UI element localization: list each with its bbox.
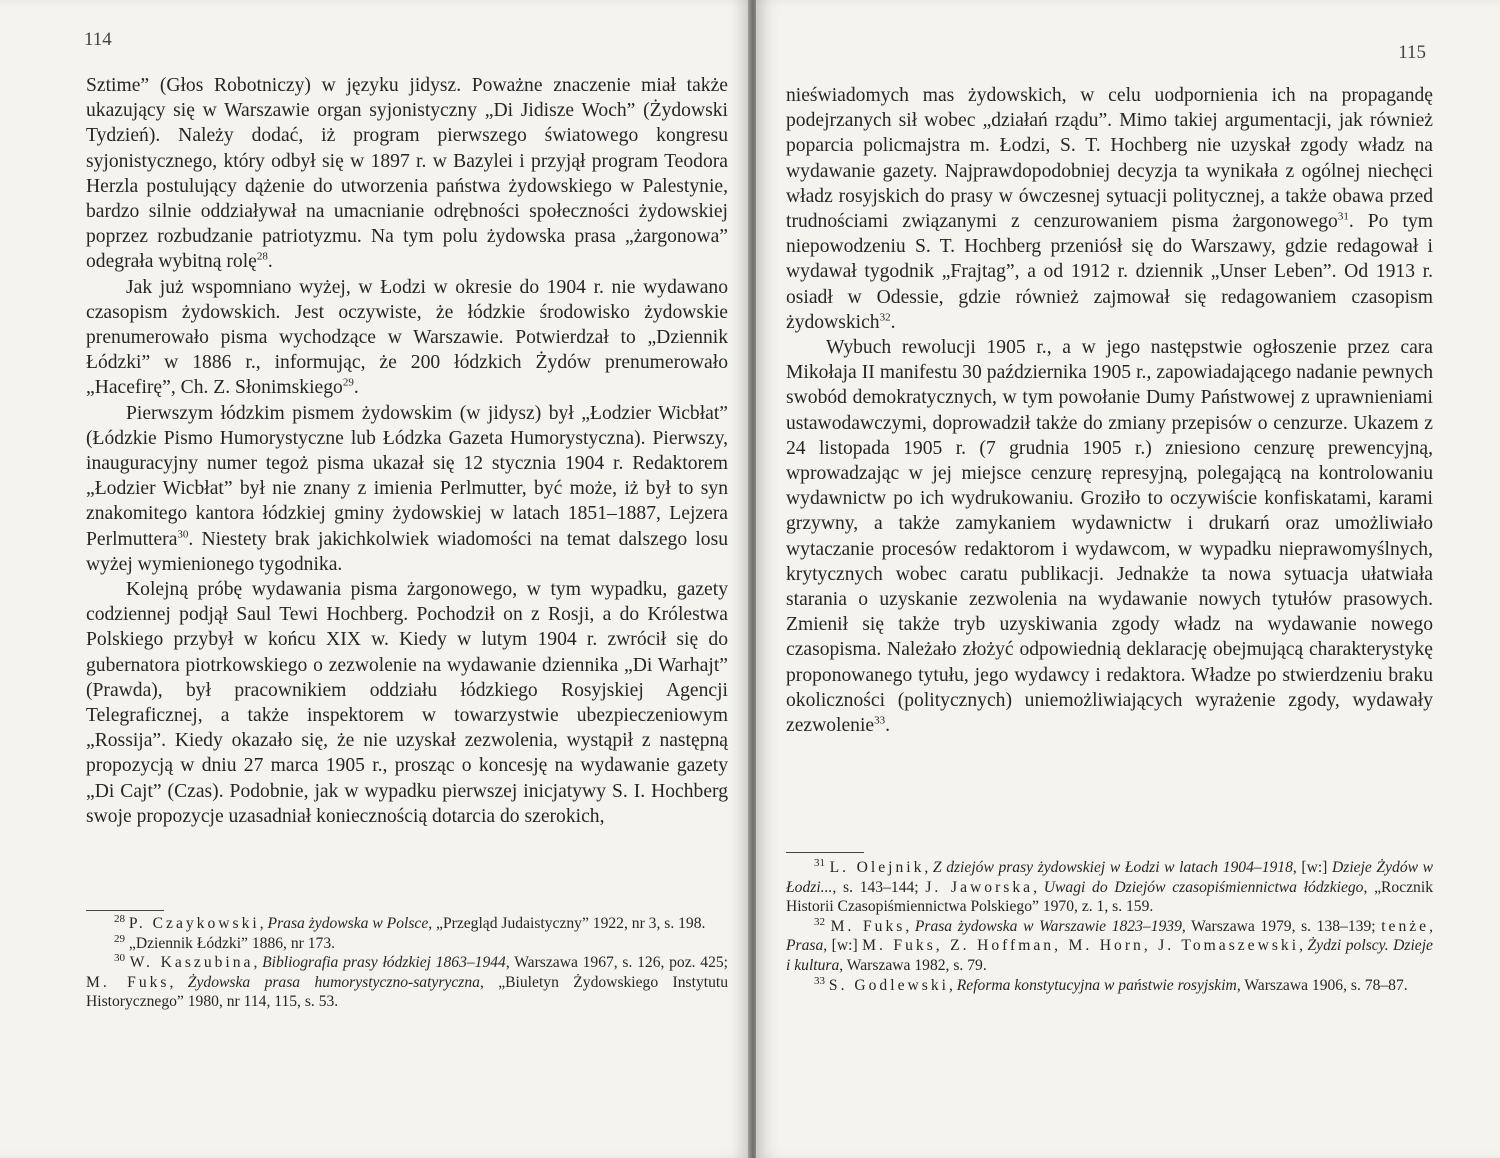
text-run: Kolejną próbę wydawania pisma żargonowego, w tym wypadku, gazety codziennej podjął Saul Tewi Hochberg. Pochodził on z Rosji, a do Królestwa Polskiego przybył w końcu XIX w. Kiedy w lutym 1904 r. zwrócił się do gubernatora piotrkowskiego o zezwolenie na wydawanie dziennika „Di Warhajt” (Prawda), był pracownikiem oddziału łódzkiego Rosyjskiej Agencji Telegraficznej, a także inspektorem w towarzystwie ubezpieczeniowym „Rossija”. Kiedy okazało się, że nie uzyskał zezwolenia, wystąpił z następną propozycją w dniu 27 marca 1905 r., prosząc o koncesję na wydawanie gazety „Di Cajt” (Czas). Podobnie, jak w wypadku pierwszej inicjatywy S. I. Hochberg swoje propozycje uzasadniał koniecznością dotarcia do szerokich, (86, 579, 728, 827)
text-run: , [w:] (823, 937, 863, 955)
main-text (86, 73, 728, 829)
paragraph (86, 401, 728, 577)
text-run: , (259, 915, 268, 932)
footnote-ref: 30 (114, 952, 125, 964)
paragraph (86, 577, 728, 829)
text-run: , Warszawa 1979, s. 138–139; (1181, 917, 1382, 935)
text-run: , (1299, 937, 1308, 955)
author-name: J. Jaworska (925, 878, 1034, 896)
footnote-ref: 31 (1337, 210, 1349, 223)
footnote (786, 858, 1433, 917)
footnote-ref: 29 (114, 932, 125, 945)
text-run: , „Biuletyn Żydowskiego Instytutu Historycznego” 1980, nr 114, 115, s. 53. (86, 973, 728, 1011)
italic-title: Z dziejów prasy żydowskiej w Łodzi w latach 1904–1918 (932, 859, 1293, 876)
footnote (786, 917, 1433, 976)
footnote (86, 953, 728, 1012)
footnote-ref: 33 (874, 714, 886, 727)
italic-title: Bibliografia prasy łódzkiej 1863–1944 (262, 954, 506, 972)
footnote-ref: 32 (879, 311, 891, 324)
footnote (86, 914, 728, 934)
text-run: . (353, 377, 359, 399)
text-run: Wybuch rewolucji 1905 r., a w jego następstwie ogłoszenie przez cara Mikołaja II manifestu 30 października 1905 r., zapowiadającego nadanie pewnych swobód demokratycznych, w tym powołanie Dumy Państwowej z uprawnieniami ustawodawczymi, doprowadził także do zmiany przepisów o cenzurze. Ukazem z 24 listopada 1905 r. (7 grudnia 1905 r.) zniesiono cenzurę prewencyjną, wprowadzając w jej miejsce cenzurę represyjną, polegającą na kontrolowaniu wydawnictw po ich wydrukowaniu. Groziło to oczywiście konfiskatami, karami grzywny, a także zamykaniem wydawnictw i drukarń oraz umożliwiało wytaczanie procesów redaktorom i wydawcom, w wypadku nieprawomyślnych, krytycznych wobec caratu publikacji. Jednakże ta nowa sytuacja ułatwiała starania o uzyskanie zezwolenia na wydawanie nowych tytułów prasowych. Zmienił się także tryb uzyskiwania zgody władz na wydawanie nowego czasopisma. Należało złożyć odpowiednią deklarację obejmującą charakterystykę proponowanego tytułu, jego wydawcy i redaktora. Władze po stwierdzeniu braku okoliczności (politycznych) uniemożliwiających wyrażenie zgody, wydawały zezwolenie (786, 337, 1433, 737)
text-run: , (905, 917, 915, 935)
footnote-ref: 29 (342, 376, 354, 389)
italic-title: Dzieje Żydów w Łodzi... (786, 859, 1434, 896)
author-name: M. Fuks (86, 973, 170, 991)
page-number: 115 (1398, 42, 1426, 63)
text-run: Pierwszym łódzkim pismem żydowskim (w jidysz) był „Łodzier Wicbłat” (Łódzkie Pismo Humorystyczne lub Łódzka Gazeta Humorystyczna). Pierwszy, inauguracyjny numer tegoż pisma ukazał się 12 stycznia 1904 r. Redaktorem „Łodzier Wicbłat” był nie znany z imienia Perlmutter, być może, iż był to syn znakomitego kantora łódzkiej gminy żydowskiej w latach 1851–1887, Lejzera Perlmuttera (86, 402, 728, 550)
text-run: , „Rocznik Historii Czasopiśmiennictwa Polskiego” 1970, z. 1, s. 159. (786, 878, 1433, 916)
paragraph (786, 335, 1433, 738)
right-page (756, 0, 1500, 1158)
text-run: , [w:] (1292, 859, 1332, 876)
footnote-ref: 28 (256, 250, 268, 263)
author-name: S. Godlewski (828, 976, 949, 994)
footnote-ref: 33 (814, 974, 825, 987)
text-run: . (267, 251, 273, 273)
text-run: , s. 143–144; (832, 878, 926, 896)
text-run: . (890, 311, 896, 333)
footnotes (86, 914, 728, 1012)
italic-title: Żydzi polscy. Dzieje i kultura (786, 937, 1433, 974)
italic-title: Prasa żydowska w Warszawie 1823–1939 (914, 917, 1182, 935)
text-run: nieświadomych mas żydowskich, w celu uodpornienia ich na propagandę podejrzanych sił wobec „działań rządu”. Mimo takiej argumentacji, jak również poparcia policmajstra m. Łodzi, S. T. Hochberg nie uzyskał zgody władz na wydawanie gazety. Najprawdopodobniej decyzja ta wynikała z ogólnej niechęci władz rosyjskich do prasy w ówczesnej sytuacji politycznej, a także obawa przed trudnościami związanymi z cenzurowaniem pisma żargonowego (786, 85, 1433, 233)
paragraph (86, 73, 728, 275)
footnote-divider (86, 910, 164, 911)
text-run: , (169, 973, 188, 991)
paragraph (786, 83, 1433, 335)
text-run: Jak już wspomniano wyżej, w Łodzi w okresie do 1904 r. nie wydawano czasopism żydowskich. Jest oczywiste, że łódzkie środowisko żydowskie prenumerowało pisma wychodzące w Warszawie. Potwierdzał to „Dziennik Łódzki” w 1886 r., informując, że 200 łódzkich Żydów prenumerowało „Hacefirę”, Ch. Z. Słonimskiego (86, 276, 728, 399)
author-name: P. Czaykowski (128, 915, 260, 932)
text-run: , (948, 976, 957, 994)
italic-title: Prasa (786, 937, 824, 955)
author-name: tenże (1381, 917, 1430, 935)
text-run: „Dziennik Łódzki” 1886, nr 173. (125, 934, 336, 952)
italic-title: Uwagi do Dziejów czasopiśmiennictwa łódzkiego (1043, 878, 1364, 896)
text-run: , Warszawa 1967, s. 126, poz. 425; (505, 954, 728, 972)
text-run: , Warszawa 1906, s. 78–87. (1236, 976, 1408, 994)
page-number: 114 (84, 29, 112, 50)
text-run: . (885, 715, 891, 737)
text-run: . Niestety brak jakichkolwiek wiadomości na temat dalszego losu wyżej wymienionego tygodnika. (86, 528, 728, 575)
italic-title: Prasa żydowska w Polsce (267, 915, 429, 932)
text-run: , Warszawa 1982, s. 79. (839, 956, 987, 974)
text-run: , (253, 954, 263, 972)
text-run: , (924, 859, 933, 876)
main-text (786, 83, 1433, 738)
footnote (86, 934, 728, 954)
author-name: M. Fuks (830, 917, 906, 935)
footnote-divider (786, 852, 864, 853)
author-name: L. Olejnik (829, 859, 925, 876)
footnotes (786, 858, 1433, 995)
author-name: W. Kaszubina (129, 954, 254, 972)
text-run: , „Przegląd Judaistyczny” 1922, nr 3, s. 198. (428, 915, 706, 932)
footnote-ref: 31 (814, 856, 825, 869)
text-run: Sztime” (Głos Robotniczy) w języku jidysz. Poważne znaczenie miał także ukazujący się w Warszawie organ syjonistyczny „Di Jidisze Woch” (Żydowski Tydzień). Należy dodać, iż program pierwszego światowego kongresu syjonistycznego, który odbył się w 1897 r. w Bazylei i przyjął program Teodora Herzla postulujący dążenie do utworzenia państwa żydowskiego w Palestynie, bardzo silnie oddziaływał na umacnianie odrębności społeczności żydowskiej poprzez rozbudzanie patriotyzmu. Na tym polu żydowska prasa „żargonowa” odegrała wybitną rolę (86, 75, 728, 273)
text-run: , (1033, 878, 1044, 896)
footnote-ref: 32 (814, 915, 825, 928)
footnote-ref: 28 (114, 912, 125, 925)
italic-title: Żydowska prasa humorystyczno-satyryczna (187, 973, 480, 991)
footnote-ref: 30 (177, 528, 189, 541)
italic-title: Reforma konstytucyjna w państwie rosyjskim (956, 976, 1237, 994)
footnote (786, 976, 1433, 996)
text-run: , (1429, 917, 1434, 935)
author-name: M. Fuks, Z. Hoffman, M. Horn, J. Tomaszewski (862, 937, 1300, 955)
text-run: . Po tym niepowodzeniu S. T. Hochberg przeniósł się do Warszawy, gdzie redagował i wydawał tygodnik „Frajtag”, a od 1912 r. dziennik „Unser Leben”. Od 1913 r. osiadł w Odessie, gdzie również zajmował się redagowaniem czasopism żydowskich (786, 211, 1433, 333)
paragraph (86, 275, 728, 401)
